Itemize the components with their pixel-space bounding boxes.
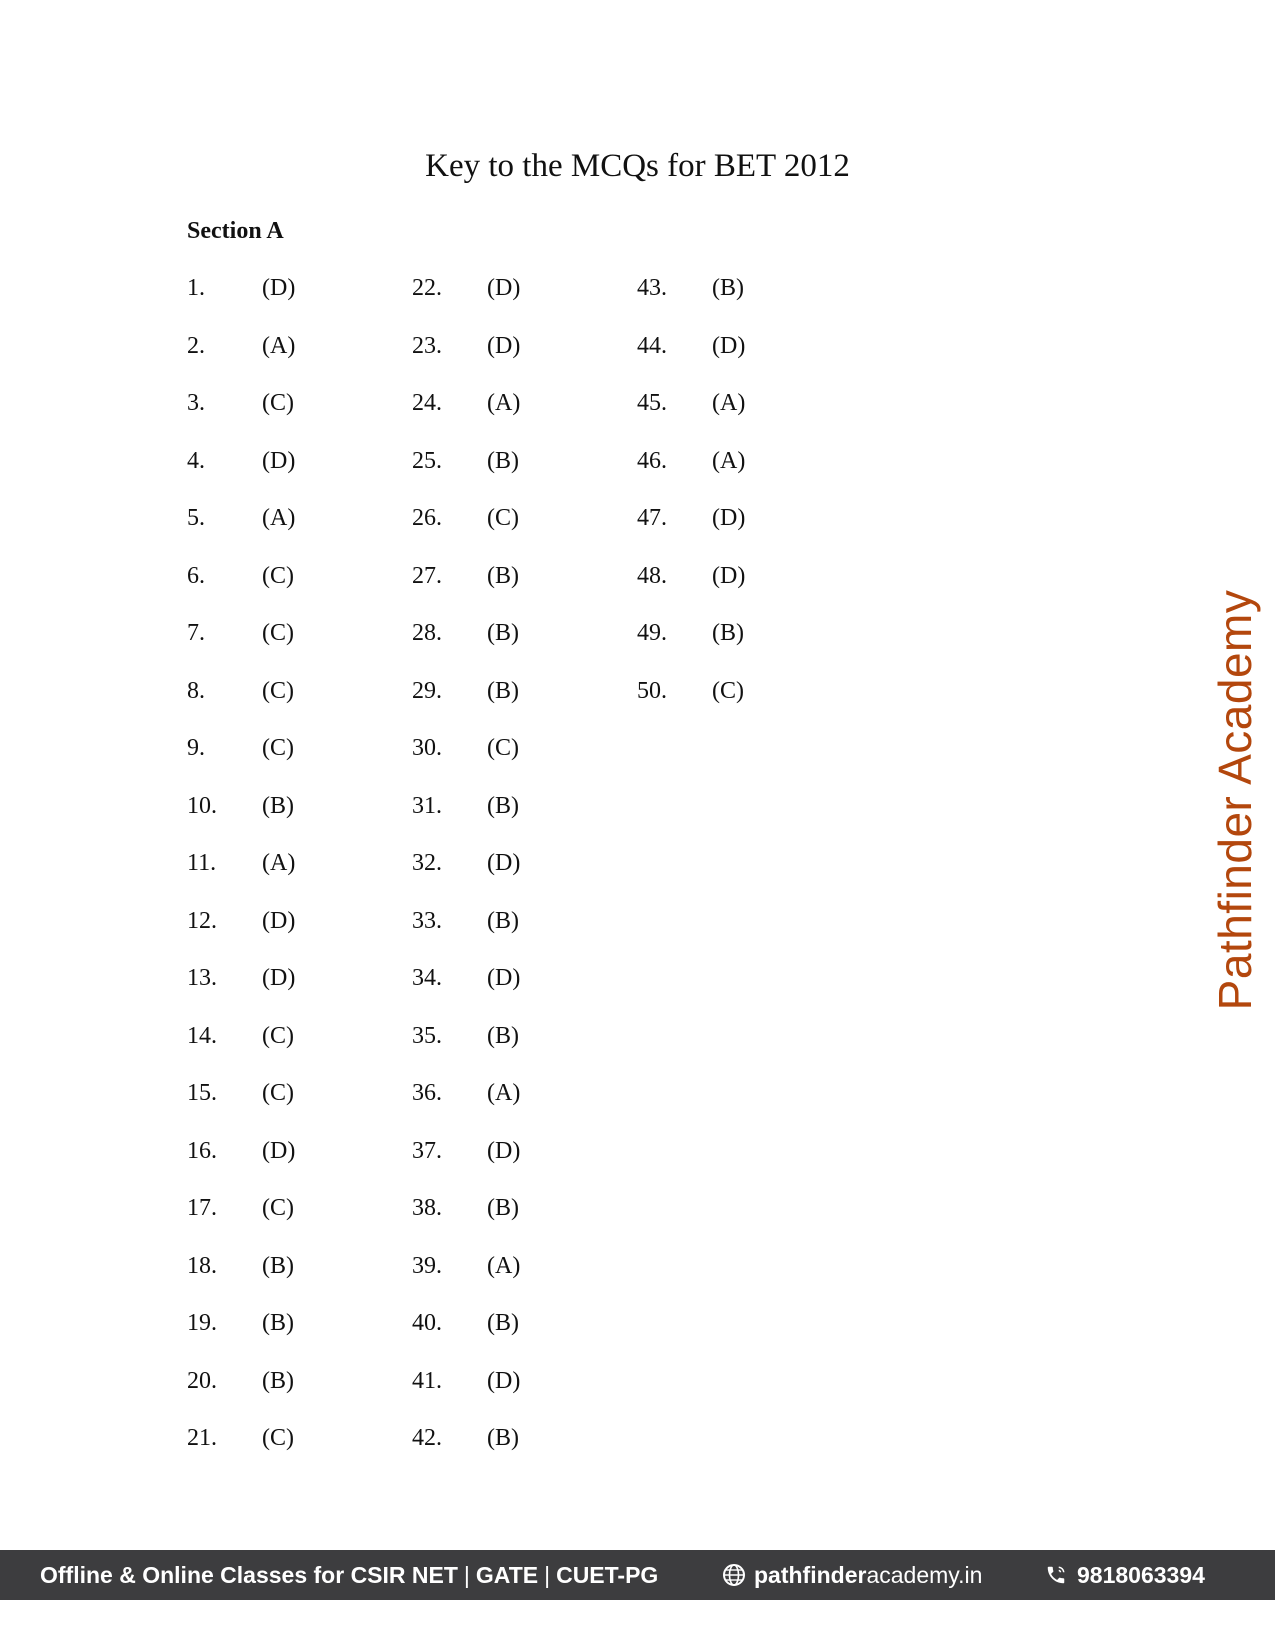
answer-option: (D) <box>487 1367 521 1394</box>
answer-option: (C) <box>262 620 294 646</box>
question-number: 41. <box>412 1367 442 1394</box>
answer-option: (D) <box>712 505 746 531</box>
answer-option: (C) <box>712 677 744 704</box>
answer-option: (C) <box>262 1080 294 1106</box>
answer-option: (C) <box>262 1195 294 1221</box>
answer-option: (B) <box>262 1252 294 1279</box>
question-number: 10. <box>187 792 217 819</box>
question-number: 1. <box>187 275 205 301</box>
answer-option: (A) <box>262 332 296 359</box>
footer-cuet-text: CUET-PG <box>556 1562 659 1588</box>
answer-option: (B) <box>487 907 519 934</box>
question-number: 45. <box>637 390 667 416</box>
globe-icon <box>722 1563 746 1587</box>
question-number: 31. <box>412 792 442 819</box>
question-number: 20. <box>187 1367 217 1394</box>
answer-option: (C) <box>262 735 294 761</box>
answer-option: (B) <box>487 562 519 589</box>
question-number: 35. <box>412 1022 442 1049</box>
question-number: 12. <box>187 907 217 934</box>
answer-option: (A) <box>487 390 521 416</box>
answer-option: (A) <box>262 505 296 531</box>
answer-option: (C) <box>262 677 294 704</box>
footer-separator: | <box>544 1562 551 1588</box>
question-number: 29. <box>412 677 442 704</box>
answer-option: (D) <box>262 965 296 991</box>
question-number: 30. <box>412 735 442 761</box>
question-number: 28. <box>412 620 442 646</box>
answer-option: (A) <box>712 447 746 474</box>
question-number: 32. <box>412 850 442 876</box>
answer-option: (D) <box>262 1137 296 1164</box>
answer-option: (D) <box>487 332 521 359</box>
question-number: 37. <box>412 1137 442 1164</box>
footer-website[interactable] <box>722 1550 982 1600</box>
question-number: 34. <box>412 965 442 991</box>
answer-option: (B) <box>712 620 744 646</box>
question-number: 39. <box>412 1252 442 1279</box>
footer-phone[interactable] <box>1045 1550 1205 1600</box>
question-number: 27. <box>412 562 442 589</box>
question-number: 44. <box>637 332 667 359</box>
answer-option: (D) <box>262 447 296 474</box>
footer-bar <box>0 1550 1275 1600</box>
answer-option: (C) <box>262 1425 294 1451</box>
question-number: 43. <box>637 275 667 301</box>
footer-classes-text: Offline & Online Classes for CSIR NET <box>40 1562 458 1588</box>
section-heading: Section A <box>187 218 284 244</box>
answer-option: (B) <box>262 792 294 819</box>
question-number: 38. <box>412 1195 442 1221</box>
question-number: 11. <box>187 850 217 876</box>
question-number: 16. <box>187 1137 217 1164</box>
answer-option: (B) <box>487 1310 519 1336</box>
answer-option: (B) <box>712 275 744 301</box>
answer-option: (D) <box>262 907 296 934</box>
answer-option: (D) <box>712 562 746 589</box>
answer-option: (D) <box>487 275 521 301</box>
answer-option: (C) <box>262 1022 294 1049</box>
answer-option: (B) <box>487 1195 519 1221</box>
question-number: 8. <box>187 677 205 704</box>
answer-option: (D) <box>712 332 746 359</box>
answer-option: (B) <box>487 792 519 819</box>
question-number: 23. <box>412 332 442 359</box>
question-number: 14. <box>187 1022 217 1049</box>
answer-option: (B) <box>487 447 519 474</box>
answer-option: (B) <box>487 677 519 704</box>
website-bold: pathfinder <box>754 1562 867 1588</box>
website-domain: academy.in <box>866 1562 983 1588</box>
question-number: 13. <box>187 965 217 991</box>
question-number: 46. <box>637 447 667 474</box>
answer-option: (B) <box>487 1022 519 1049</box>
question-number: 47. <box>637 505 667 531</box>
footer-gate-text: GATE <box>475 1562 539 1588</box>
question-number: 15. <box>187 1080 217 1106</box>
question-number: 26. <box>412 505 442 531</box>
question-number: 50. <box>637 677 667 704</box>
answer-option: (D) <box>487 965 521 991</box>
question-number: 6. <box>187 562 205 589</box>
answer-option: (A) <box>487 1252 521 1279</box>
answer-option: (C) <box>487 505 519 531</box>
answer-option: (C) <box>262 390 294 416</box>
question-number: 22. <box>412 275 442 301</box>
footer-courses <box>40 1550 658 1600</box>
question-number: 7. <box>187 620 205 646</box>
phone-icon <box>1045 1564 1067 1586</box>
question-number: 21. <box>187 1425 217 1451</box>
question-number: 5. <box>187 505 205 531</box>
question-number: 3. <box>187 390 205 416</box>
answer-option: (B) <box>262 1367 294 1394</box>
answer-option: (A) <box>487 1080 521 1106</box>
question-number: 18. <box>187 1252 217 1279</box>
answer-option: (B) <box>487 620 519 646</box>
answer-option: (B) <box>487 1425 519 1451</box>
page-title: Key to the MCQs for BET 2012 <box>425 148 850 184</box>
question-number: 36. <box>412 1080 442 1106</box>
phone-number: 9818063394 <box>1077 1562 1205 1588</box>
footer-separator: | <box>463 1562 470 1588</box>
question-number: 49. <box>637 620 667 646</box>
question-number: 24. <box>412 390 442 416</box>
question-number: 19. <box>187 1310 217 1336</box>
answer-option: (A) <box>262 850 296 876</box>
question-number: 2. <box>187 332 205 359</box>
answer-option: (C) <box>487 735 519 761</box>
question-number: 48. <box>637 562 667 589</box>
question-number: 42. <box>412 1425 442 1451</box>
answer-option: (D) <box>487 1137 521 1164</box>
watermark-text: Pathfinder Academy <box>1209 589 1261 1011</box>
question-number: 4. <box>187 447 205 474</box>
question-number: 17. <box>187 1195 217 1221</box>
question-number: 33. <box>412 907 442 934</box>
answer-option: (C) <box>262 562 294 589</box>
question-number: 40. <box>412 1310 442 1336</box>
question-number: 25. <box>412 447 442 474</box>
answer-option: (A) <box>712 390 746 416</box>
question-number: 9. <box>187 735 205 761</box>
answer-option: (D) <box>487 850 521 876</box>
answer-option: (B) <box>262 1310 294 1336</box>
answer-option: (D) <box>262 275 296 301</box>
